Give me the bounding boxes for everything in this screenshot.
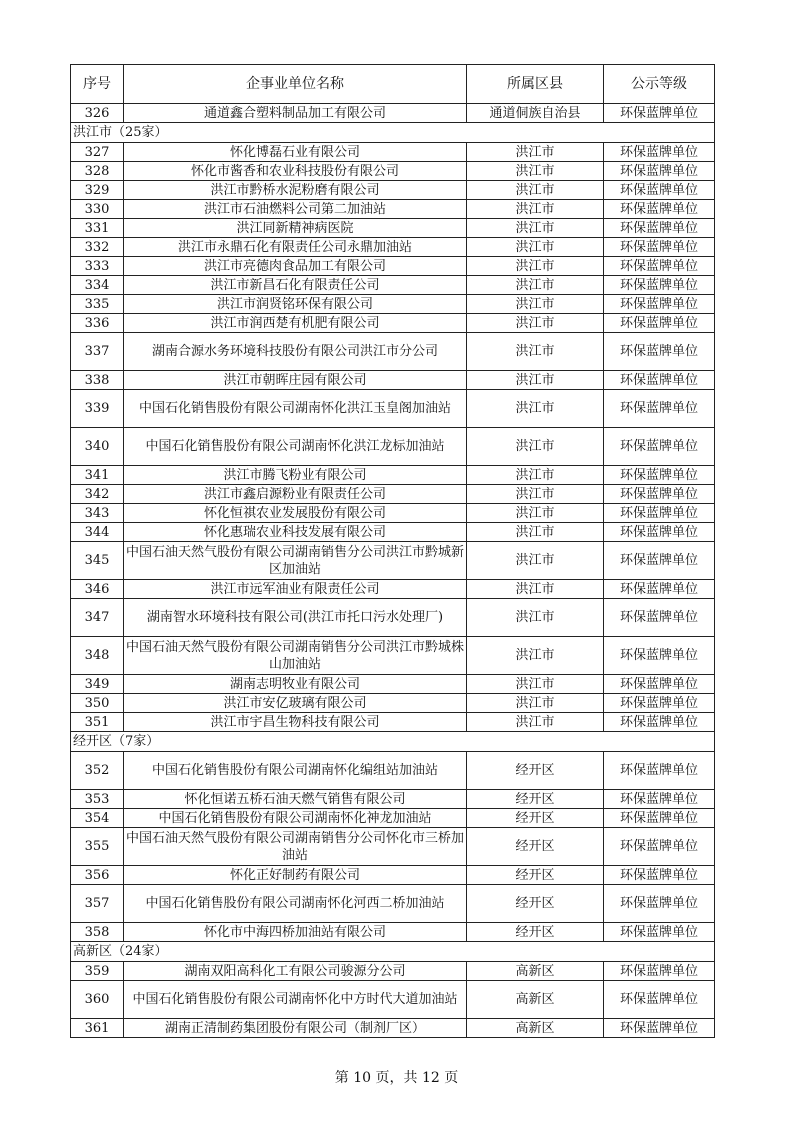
header-grade: 公示等级	[604, 65, 715, 104]
cell-no: 332	[71, 238, 124, 257]
section-header-row	[71, 123, 715, 143]
cell-grade: 环保蓝牌单位	[604, 314, 715, 333]
cell-no: 358	[71, 923, 124, 942]
cell-name: 中国石化销售股份有限公司湖南怀化编组站加油站	[124, 752, 467, 790]
cell-grade: 环保蓝牌单位	[604, 466, 715, 485]
table-row	[71, 828, 715, 866]
table-row	[71, 276, 715, 295]
cell-name: 湖南志明牧业有限公司	[124, 675, 467, 694]
cell-no: 357	[71, 885, 124, 923]
cell-area: 洪江市	[467, 390, 604, 428]
table-row	[71, 257, 715, 276]
cell-grade: 环保蓝牌单位	[604, 885, 715, 923]
table-row	[71, 713, 715, 732]
cell-area: 经开区	[467, 923, 604, 942]
section-title: 经开区（7家）	[71, 732, 715, 752]
cell-name: 洪江市远军油业有限责任公司	[124, 580, 467, 599]
cell-area: 经开区	[467, 828, 604, 866]
cell-name: 怀化正好制药有限公司	[124, 866, 467, 885]
cell-grade: 环保蓝牌单位	[604, 637, 715, 675]
cell-no: 335	[71, 295, 124, 314]
cell-no: 329	[71, 181, 124, 200]
cell-area: 洪江市	[467, 162, 604, 181]
section-title: 洪江市（25家）	[71, 123, 715, 143]
cell-no: 334	[71, 276, 124, 295]
header-name: 企事业单位名称	[124, 65, 467, 104]
cell-name: 洪江市石油燃料公司第二加油站	[124, 200, 467, 219]
cell-grade: 环保蓝牌单位	[604, 295, 715, 314]
section-header-row	[71, 732, 715, 752]
cell-grade: 环保蓝牌单位	[604, 828, 715, 866]
cell-grade: 环保蓝牌单位	[604, 485, 715, 504]
cell-name: 怀化博磊石业有限公司	[124, 143, 467, 162]
cell-area: 经开区	[467, 809, 604, 828]
cell-grade: 环保蓝牌单位	[604, 181, 715, 200]
table-row	[71, 238, 715, 257]
cell-name: 洪江市新昌石化有限责任公司	[124, 276, 467, 295]
cell-grade: 环保蓝牌单位	[604, 428, 715, 466]
cell-name: 洪江市润西楚有机肥有限公司	[124, 314, 467, 333]
table-header-row	[71, 65, 715, 104]
enterprise-table	[70, 64, 715, 1038]
section-header-row	[71, 942, 715, 962]
cell-name: 洪江市永鼎石化有限责任公司永鼎加油站	[124, 238, 467, 257]
cell-no: 341	[71, 466, 124, 485]
cell-no: 346	[71, 580, 124, 599]
cell-name: 湖南正清制药集团股份有限公司（制剂厂区）	[124, 1019, 467, 1038]
cell-no: 353	[71, 790, 124, 809]
cell-name: 中国石化销售股份有限公司湖南怀化河西二桥加油站	[124, 885, 467, 923]
cell-grade: 环保蓝牌单位	[604, 162, 715, 181]
cell-area: 洪江市	[467, 295, 604, 314]
cell-grade: 环保蓝牌单位	[604, 599, 715, 637]
cell-no: 326	[71, 104, 124, 123]
table-row	[71, 333, 715, 371]
cell-grade: 环保蓝牌单位	[604, 333, 715, 371]
table-row	[71, 143, 715, 162]
cell-area: 洪江市	[467, 580, 604, 599]
cell-no: 351	[71, 713, 124, 732]
cell-name: 中国石化销售股份有限公司湖南怀化洪江玉皇阁加油站	[124, 390, 467, 428]
table-row	[71, 542, 715, 580]
cell-area: 经开区	[467, 866, 604, 885]
table-row	[71, 181, 715, 200]
cell-name: 洪江市腾飞粉业有限公司	[124, 466, 467, 485]
cell-grade: 环保蓝牌单位	[604, 238, 715, 257]
table-row	[71, 923, 715, 942]
cell-area: 洪江市	[467, 371, 604, 390]
table-row	[71, 162, 715, 181]
cell-grade: 环保蓝牌单位	[604, 390, 715, 428]
cell-name: 洪江市润贤铭环保有限公司	[124, 295, 467, 314]
table-row	[71, 428, 715, 466]
cell-area: 洪江市	[467, 276, 604, 295]
cell-name: 湖南双阳高科化工有限公司骏源分公司	[124, 962, 467, 981]
cell-grade: 环保蓝牌单位	[604, 675, 715, 694]
page-footer: 第 10 页，共 12 页	[334, 1070, 459, 1086]
table-row	[71, 675, 715, 694]
cell-area: 洪江市	[467, 523, 604, 542]
header-area: 所属区县	[467, 65, 604, 104]
cell-no: 343	[71, 504, 124, 523]
cell-name: 通道鑫合塑料制品加工有限公司	[124, 104, 467, 123]
cell-area: 洪江市	[467, 219, 604, 238]
table-row	[71, 466, 715, 485]
cell-name: 中国石油天然气股份有限公司湖南销售分公司洪江市黔城新区加油站	[124, 542, 467, 580]
table-row	[71, 599, 715, 637]
cell-area: 洪江市	[467, 694, 604, 713]
cell-name: 怀化惠瑞农业科技发展有限公司	[124, 523, 467, 542]
cell-grade: 环保蓝牌单位	[604, 962, 715, 981]
table-row	[71, 200, 715, 219]
table-row	[71, 371, 715, 390]
cell-area: 洪江市	[467, 599, 604, 637]
cell-grade: 环保蓝牌单位	[604, 1019, 715, 1038]
cell-area: 洪江市	[467, 428, 604, 466]
cell-no: 340	[71, 428, 124, 466]
cell-area: 洪江市	[467, 181, 604, 200]
cell-area: 洪江市	[467, 542, 604, 580]
cell-grade: 环保蓝牌单位	[604, 371, 715, 390]
cell-name: 洪江市朝晖庄园有限公司	[124, 371, 467, 390]
cell-no: 355	[71, 828, 124, 866]
cell-no: 361	[71, 1019, 124, 1038]
cell-no: 344	[71, 523, 124, 542]
cell-grade: 环保蓝牌单位	[604, 276, 715, 295]
cell-name: 中国石油天然气股份有限公司湖南销售分公司洪江市黔城株山加油站	[124, 637, 467, 675]
cell-name: 湖南合源水务环境科技股份有限公司洪江市分公司	[124, 333, 467, 371]
cell-area: 洪江市	[467, 504, 604, 523]
cell-area: 经开区	[467, 752, 604, 790]
cell-no: 342	[71, 485, 124, 504]
cell-name: 中国石化销售股份有限公司湖南怀化神龙加油站	[124, 809, 467, 828]
table-body	[71, 104, 715, 1038]
cell-no: 331	[71, 219, 124, 238]
cell-no: 359	[71, 962, 124, 981]
cell-name: 中国石油天然气股份有限公司湖南销售分公司怀化市三桥加油站	[124, 828, 467, 866]
cell-name: 怀化市中海四桥加油站有限公司	[124, 923, 467, 942]
cell-grade: 环保蓝牌单位	[604, 504, 715, 523]
table-row	[71, 295, 715, 314]
table-row	[71, 219, 715, 238]
table-row	[71, 962, 715, 981]
cell-name: 中国石化销售股份有限公司湖南怀化洪江龙标加油站	[124, 428, 467, 466]
cell-name: 洪江市安亿玻璃有限公司	[124, 694, 467, 713]
table-row	[71, 637, 715, 675]
cell-name: 洪江同新精神病医院	[124, 219, 467, 238]
cell-area: 洪江市	[467, 200, 604, 219]
cell-no: 328	[71, 162, 124, 181]
cell-name: 怀化市酱香和农业科技股份有限公司	[124, 162, 467, 181]
cell-area: 高新区	[467, 981, 604, 1019]
cell-grade: 环保蓝牌单位	[604, 580, 715, 599]
cell-area: 洪江市	[467, 143, 604, 162]
cell-grade: 环保蓝牌单位	[604, 219, 715, 238]
cell-area: 洪江市	[467, 637, 604, 675]
table-row	[71, 104, 715, 123]
cell-name: 洪江市亮德肉食品加工有限公司	[124, 257, 467, 276]
table-row	[71, 314, 715, 333]
cell-grade: 环保蓝牌单位	[604, 143, 715, 162]
cell-name: 怀化恒祺农业发展股份有限公司	[124, 504, 467, 523]
cell-no: 354	[71, 809, 124, 828]
cell-name: 洪江市鑫启源粉业有限责任公司	[124, 485, 467, 504]
table-row	[71, 580, 715, 599]
cell-grade: 环保蓝牌单位	[604, 542, 715, 580]
cell-no: 360	[71, 981, 124, 1019]
cell-name: 洪江市宇昌生物科技有限公司	[124, 713, 467, 732]
table-row	[71, 694, 715, 713]
section-title: 高新区（24家）	[71, 942, 715, 962]
table-row	[71, 752, 715, 790]
cell-area: 高新区	[467, 1019, 604, 1038]
table-row	[71, 790, 715, 809]
cell-area: 洪江市	[467, 675, 604, 694]
cell-name: 湖南智水环境科技有限公司(洪江市托口污水处理厂)	[124, 599, 467, 637]
cell-no: 350	[71, 694, 124, 713]
cell-grade: 环保蓝牌单位	[604, 923, 715, 942]
cell-no: 339	[71, 390, 124, 428]
cell-name: 中国石化销售股份有限公司湖南怀化中方时代大道加油站	[124, 981, 467, 1019]
cell-name: 洪江市黔桥水泥粉磨有限公司	[124, 181, 467, 200]
cell-area: 经开区	[467, 790, 604, 809]
cell-no: 338	[71, 371, 124, 390]
cell-area: 洪江市	[467, 257, 604, 276]
cell-no: 352	[71, 752, 124, 790]
table-row	[71, 504, 715, 523]
cell-no: 349	[71, 675, 124, 694]
cell-no: 347	[71, 599, 124, 637]
table-row	[71, 885, 715, 923]
cell-area: 经开区	[467, 885, 604, 923]
table-row	[71, 866, 715, 885]
cell-area: 洪江市	[467, 238, 604, 257]
table-row	[71, 390, 715, 428]
cell-area: 高新区	[467, 962, 604, 981]
cell-no: 330	[71, 200, 124, 219]
cell-no: 356	[71, 866, 124, 885]
cell-no: 345	[71, 542, 124, 580]
table-row	[71, 981, 715, 1019]
cell-area: 洪江市	[467, 713, 604, 732]
cell-area: 洪江市	[467, 485, 604, 504]
cell-grade: 环保蓝牌单位	[604, 523, 715, 542]
cell-no: 337	[71, 333, 124, 371]
cell-grade: 环保蓝牌单位	[604, 694, 715, 713]
cell-grade: 环保蓝牌单位	[604, 752, 715, 790]
cell-grade: 环保蓝牌单位	[604, 866, 715, 885]
cell-grade: 环保蓝牌单位	[604, 257, 715, 276]
cell-no: 327	[71, 143, 124, 162]
cell-no: 348	[71, 637, 124, 675]
cell-grade: 环保蓝牌单位	[604, 200, 715, 219]
header-no: 序号	[71, 65, 124, 104]
table-row	[71, 1019, 715, 1038]
cell-name: 怀化恒诺五桥石油天燃气销售有限公司	[124, 790, 467, 809]
cell-grade: 环保蓝牌单位	[604, 713, 715, 732]
cell-grade: 环保蓝牌单位	[604, 809, 715, 828]
cell-no: 336	[71, 314, 124, 333]
cell-grade: 环保蓝牌单位	[604, 104, 715, 123]
cell-no: 333	[71, 257, 124, 276]
table-row	[71, 809, 715, 828]
cell-grade: 环保蓝牌单位	[604, 790, 715, 809]
cell-area: 洪江市	[467, 333, 604, 371]
cell-area: 洪江市	[467, 314, 604, 333]
cell-area: 洪江市	[467, 466, 604, 485]
cell-grade: 环保蓝牌单位	[604, 981, 715, 1019]
table-row	[71, 523, 715, 542]
cell-area: 通道侗族自治县	[467, 104, 604, 123]
table-row	[71, 485, 715, 504]
